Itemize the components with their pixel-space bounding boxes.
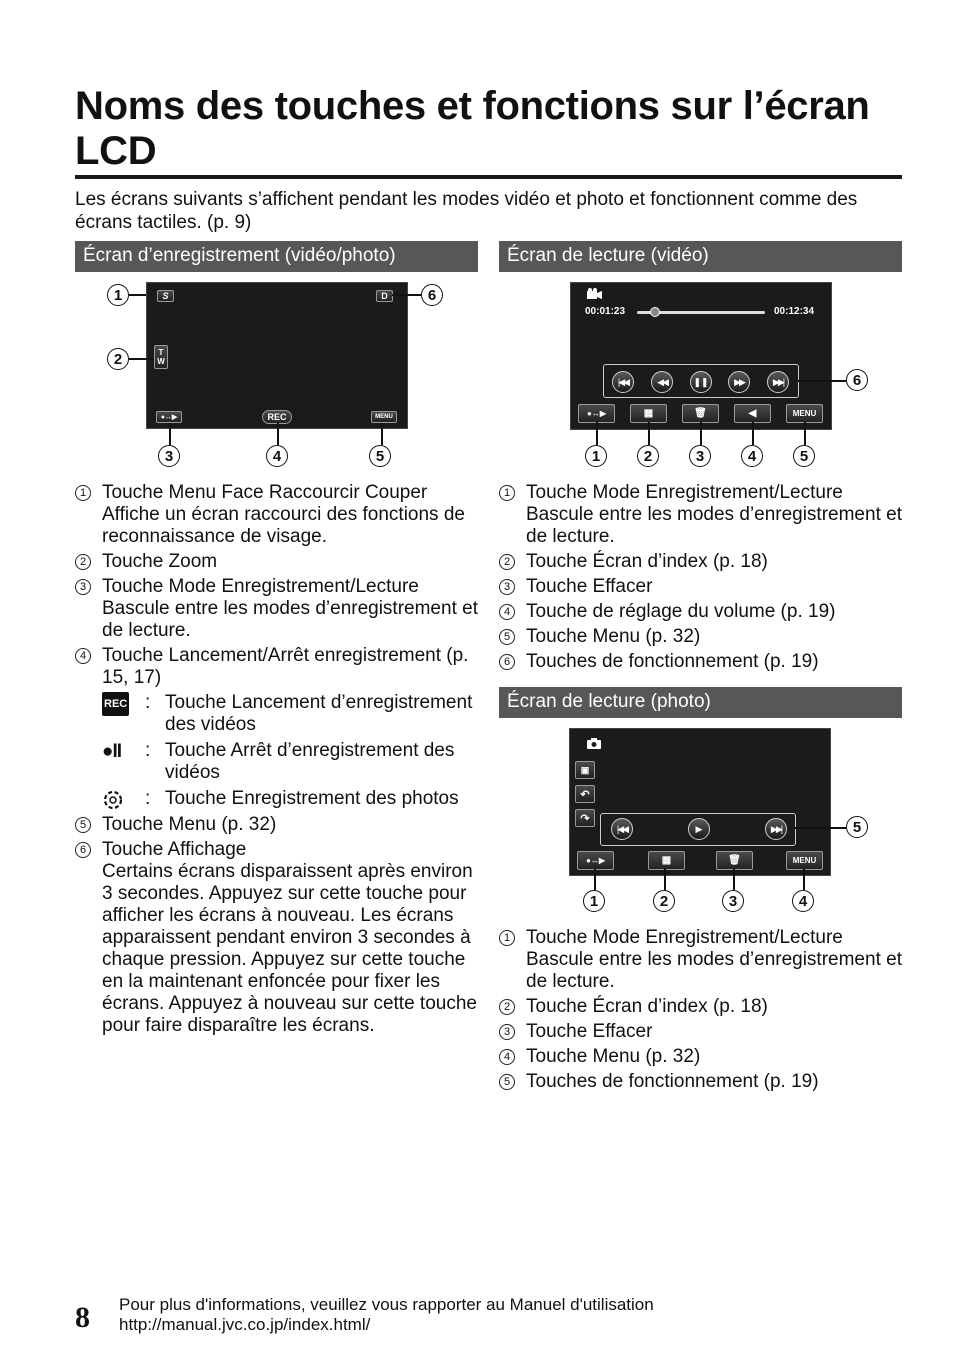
record-section-header: Écran d’enregistrement (vidéo/photo)	[75, 241, 478, 272]
video-camera-icon	[587, 288, 603, 299]
progress-track[interactable]	[637, 311, 765, 314]
item-number: 5	[499, 629, 515, 645]
photo-item-list	[499, 927, 904, 1096]
rec-play-mode-icon: ●↔▶	[586, 856, 605, 865]
callout-line	[381, 423, 383, 445]
rec-icon-label: REC	[102, 692, 129, 716]
callout-line	[798, 380, 846, 382]
callout-1: 1	[585, 445, 607, 467]
footer-url[interactable]: http://manual.jvc.co.jp/index.html/	[119, 1315, 371, 1334]
callout-line	[648, 422, 650, 445]
video-item-list	[499, 482, 904, 676]
total-time: 00:12:34	[774, 306, 815, 317]
callout-5: 5	[793, 445, 815, 467]
callout-3: 3	[158, 445, 180, 467]
callout-line	[392, 294, 421, 296]
callout-line	[169, 423, 171, 445]
item-number: 3	[499, 1024, 515, 1040]
callout-line	[794, 827, 846, 829]
list-item	[75, 814, 480, 836]
item-number: 6	[75, 842, 91, 858]
item-title: Touches de fonctionnement (p. 19)	[526, 651, 819, 672]
pause-icon: ❚❚	[693, 376, 709, 387]
item-title: Touche Lancement/Arrêt enregistrement (p. 15, 17)	[102, 645, 469, 688]
footer-note	[119, 1295, 654, 1335]
callout-2: 2	[637, 445, 659, 467]
slideshow-icon: ▣	[580, 764, 590, 775]
callout-2: 2	[653, 890, 675, 912]
rotate-left-button[interactable]	[575, 785, 595, 803]
item-title: Touche Menu (p. 32)	[526, 1046, 701, 1067]
callout-2: 2	[107, 348, 129, 370]
rewind-button[interactable]	[651, 371, 673, 393]
list-item	[499, 996, 904, 1018]
rotate-right-button[interactable]	[575, 809, 595, 827]
callout-line	[596, 422, 598, 445]
item-description: Bascule entre les modes d’enregistrement et de lecture.	[526, 504, 902, 547]
record-pause-icon: ●II	[102, 741, 122, 762]
skip-forward-icon: ▶▶|	[772, 376, 784, 387]
video-section-header: Écran de lecture (vidéo)	[499, 241, 902, 272]
callout-6: 6	[846, 369, 868, 391]
callout-4: 4	[741, 445, 763, 467]
item-number: 5	[75, 817, 91, 833]
list-item	[499, 927, 904, 993]
speaker-icon: ◀	[748, 408, 757, 419]
item-number: 4	[499, 1049, 515, 1065]
item-number: 2	[499, 999, 515, 1015]
sub-item	[102, 740, 480, 784]
face-menu-button[interactable]: S	[157, 290, 174, 302]
delete-button[interactable]	[682, 404, 719, 423]
callout-3: 3	[722, 890, 744, 912]
item-number: 6	[499, 654, 515, 670]
previous-icon: |◀◀	[616, 823, 628, 834]
title-rule	[75, 175, 902, 179]
item-title: Touche Affichage	[102, 839, 247, 860]
photo-section-header: Écran de lecture (photo)	[499, 687, 902, 718]
sub-text: Touche Enregistrement des photos	[165, 788, 459, 809]
list-item	[499, 601, 904, 623]
fast-forward-icon: ▶▶	[734, 376, 744, 387]
sub-colon: :	[145, 692, 151, 713]
list-item	[499, 651, 904, 673]
item-number: 4	[499, 604, 515, 620]
rec-play-mode-icon: ●↔▶	[587, 409, 606, 418]
zoom-button[interactable]	[154, 345, 168, 369]
item-title: Touche Mode Enregistrement/Lecture	[526, 482, 843, 503]
item-description: Certains écrans disparaissent après environ 3 secondes. Appuyez sur cette touche pour afficher les écrans à nouveau. Les écrans apparaissent pendant environ 3 secondes à chaque pression. Appuyez sur cette touche en la maintenant enfoncée pour fixer les écrans. Appuyez à nouveau sur cette touche pour faire disparaître les écrans.	[102, 861, 477, 1036]
sub-text: Touche Lancement d’enregistrement des vidéos	[165, 692, 473, 735]
progress-knob[interactable]	[650, 307, 660, 317]
item-title: Touche Écran d’index (p. 18)	[526, 996, 768, 1017]
rewind-icon: ◀◀	[657, 376, 667, 387]
photo-screen	[569, 728, 831, 876]
item-description: Bascule entre les modes d’enregistrement et de lecture.	[526, 949, 902, 992]
trash-icon: 🗑	[728, 855, 741, 866]
rotate-left-icon: ↶	[580, 788, 590, 801]
rec-play-mode-button[interactable]	[156, 411, 182, 423]
rec-button[interactable]: REC	[262, 410, 292, 424]
callout-5: 5	[369, 445, 391, 467]
zoom-wide-label: W	[157, 357, 165, 366]
callout-line	[277, 423, 279, 445]
item-title: Touche Mode Enregistrement/Lecture	[102, 576, 419, 597]
item-title: Touche de réglage du volume (p. 19)	[526, 601, 836, 622]
slideshow-button[interactable]	[575, 761, 595, 779]
index-button[interactable]	[630, 404, 667, 423]
item-number: 1	[499, 485, 515, 501]
skip-back-button[interactable]	[612, 371, 634, 393]
pause-button[interactable]	[690, 371, 712, 393]
item-title: Touches de fonctionnement (p. 19)	[526, 1071, 819, 1092]
callout-line	[594, 868, 596, 890]
rec-play-mode-icon: ●↔▶	[160, 414, 178, 421]
index-button[interactable]	[648, 851, 685, 870]
item-number: 1	[75, 485, 91, 501]
callout-line	[700, 422, 702, 445]
callout-line	[129, 358, 153, 360]
index-grid-icon: ▦	[643, 408, 654, 419]
list-item	[75, 839, 480, 1037]
next-button[interactable]	[765, 818, 787, 840]
list-item	[499, 1021, 904, 1043]
item-title: Touche Menu (p. 32)	[102, 814, 277, 835]
item-title: Touche Menu (p. 32)	[526, 626, 701, 647]
sub-item	[102, 692, 480, 736]
elapsed-time: 00:01:23	[585, 306, 626, 317]
callout-6: 6	[421, 284, 443, 306]
callout-4: 4	[266, 445, 288, 467]
menu-button[interactable]: MENU	[786, 851, 823, 870]
list-item	[75, 645, 480, 689]
callout-4: 4	[792, 890, 814, 912]
callout-3: 3	[689, 445, 711, 467]
skip-back-icon: |◀◀	[617, 376, 629, 387]
menu-button[interactable]: MENU	[371, 411, 397, 423]
item-number: 2	[75, 554, 91, 570]
trash-icon: 🗑	[694, 408, 707, 419]
callout-line	[752, 422, 754, 445]
shutter-icon	[102, 790, 138, 810]
page-title: Noms des touches et fonctions sur l’écran LCD	[75, 84, 870, 173]
callout-line	[803, 868, 805, 890]
zoom-tele-label: T	[158, 348, 164, 357]
callout-line	[664, 868, 666, 890]
camera-icon	[587, 736, 601, 754]
intro-text: Les écrans suivants s’affichent pendant les modes vidéo et photo et fonctionnent comme des écrans tactiles. (p. 9)	[75, 189, 858, 233]
item-number: 3	[499, 579, 515, 595]
callout-5: 5	[846, 816, 868, 838]
callout-line	[733, 868, 735, 890]
record-screen	[146, 282, 408, 429]
list-item	[499, 1046, 904, 1068]
item-number: 2	[499, 554, 515, 570]
list-item	[499, 626, 904, 648]
delete-button[interactable]	[716, 851, 753, 870]
item-title: Touche Mode Enregistrement/Lecture	[526, 927, 843, 948]
rec-play-mode-button[interactable]	[577, 851, 614, 870]
rec-play-mode-button[interactable]	[578, 404, 615, 423]
callout-1: 1	[583, 890, 605, 912]
play-button[interactable]	[688, 818, 710, 840]
video-screen	[570, 282, 832, 430]
list-item	[499, 576, 904, 598]
item-title: Touche Effacer	[526, 1021, 653, 1042]
item-number: 1	[499, 930, 515, 946]
list-item	[75, 551, 480, 573]
item-description: Bascule entre les modes d’enregistrement et de lecture.	[102, 598, 478, 641]
list-item	[75, 576, 480, 642]
sub-item	[102, 788, 480, 810]
page-number: 8	[75, 1301, 90, 1334]
item-number: 5	[499, 1074, 515, 1090]
sub-list	[75, 692, 480, 810]
callout-line	[129, 294, 146, 296]
footer-line-1: Pour plus d'informations, veuillez vous rapporter au Manuel d'utilisation	[119, 1295, 654, 1314]
item-title: Touche Écran d’index (p. 18)	[526, 551, 768, 572]
display-button[interactable]: D	[376, 290, 393, 302]
item-number: 4	[75, 648, 91, 664]
sub-text: Touche Arrêt d’enregistrement des vidéos	[165, 740, 455, 783]
skip-forward-button[interactable]	[767, 371, 789, 393]
fast-forward-button[interactable]	[728, 371, 750, 393]
next-icon: ▶▶|	[770, 823, 782, 834]
sub-colon: :	[145, 740, 151, 761]
item-description: Affiche un écran raccourci des fonctions de reconnaissance de visage.	[102, 504, 465, 547]
volume-button[interactable]	[734, 404, 771, 423]
item-title: Touche Effacer	[526, 576, 653, 597]
list-item	[75, 482, 480, 548]
previous-button[interactable]	[611, 818, 633, 840]
rec-icon	[102, 694, 138, 714]
menu-button[interactable]: MENU	[786, 404, 823, 423]
record-item-list	[75, 482, 480, 1040]
item-number: 3	[75, 579, 91, 595]
sub-colon: :	[145, 788, 151, 809]
list-item	[499, 482, 904, 548]
rotate-right-icon: ↷	[580, 812, 590, 825]
callout-line	[804, 422, 806, 445]
play-icon: ▶	[695, 823, 703, 834]
item-title: Touche Zoom	[102, 551, 218, 572]
list-item	[499, 551, 904, 573]
list-item	[499, 1071, 904, 1093]
item-title: Touche Menu Face Raccourcir Couper	[102, 482, 428, 503]
callout-1: 1	[107, 284, 129, 306]
index-grid-icon: ▦	[661, 855, 672, 866]
